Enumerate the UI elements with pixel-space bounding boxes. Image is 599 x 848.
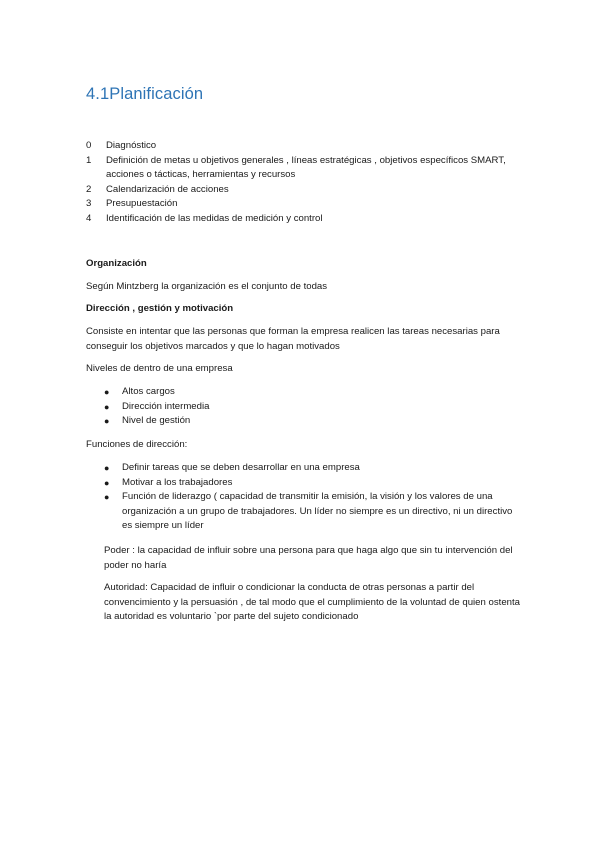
- poder-paragraph: Poder : la capacidad de influir sobre una persona para que haga algo que sin tu intervención del poder no haría: [104, 545, 513, 571]
- list-item: [104, 461, 524, 476]
- organizacion-title: Organización: [86, 258, 147, 269]
- direccion-title: Dirección , gestión y motivación: [86, 303, 234, 314]
- list-text: Altos cargos: [122, 386, 175, 397]
- list-item: [104, 490, 524, 534]
- list-text: Dirección intermedia: [122, 400, 210, 412]
- bullet-icon: ●: [104, 401, 110, 412]
- list-text: Identificación de las medidas de medición y control: [106, 212, 323, 224]
- list-item: [104, 414, 524, 429]
- list-item: [86, 139, 526, 154]
- list-item: [104, 385, 524, 400]
- list-text: Función de liderazgo ( capacidad de transmitir la emisión, la visión y los valores de una organización a un grupo de trabajadores. Un líder no siempre es un directivo, ni un directivo es siempre un líder: [122, 491, 513, 532]
- list-item: [86, 154, 526, 183]
- bullet-icon: ●: [104, 463, 110, 473]
- bullet-icon: ●: [104, 387, 110, 397]
- list-text: Definición de metas u objetivos generales , líneas estratégicas , objetivos específicos SMART, acciones o tácticas, herramientas y recursos: [106, 154, 506, 181]
- list-item: [86, 183, 526, 198]
- niveles-list: [104, 385, 524, 429]
- list-text: Nivel de gestión: [122, 415, 191, 427]
- list-item: [86, 197, 526, 212]
- list-number: 0: [86, 140, 92, 151]
- list-text: Motivar a los trabajadores: [122, 476, 233, 488]
- list-item: [104, 476, 524, 491]
- planning-list: [86, 139, 526, 227]
- autoridad-paragraph: Autoridad: Capacidad de influir o condicionar la conducta de otras personas a partir del convencimiento y la persuasión , de tal modo que el cumplimiento de la voluntad de quien ostenta la autoridad es voluntario `por parte del sujeto condicionado: [104, 582, 520, 623]
- section-heading: 4.1Planificación: [86, 85, 204, 103]
- direccion-text: Consiste en intentar que las personas que forman la empresa realicen las tareas necesarias para conseguir los objetivos marcados y que lo hagan motivados: [86, 326, 500, 352]
- funciones-intro: Funciones de dirección:: [86, 439, 188, 450]
- list-number: 3: [86, 198, 92, 210]
- list-text: Definir tareas que se deben desarrollar en una empresa: [122, 462, 360, 473]
- funciones-list: [104, 461, 524, 534]
- list-item: [86, 212, 526, 227]
- list-number: 2: [86, 183, 92, 195]
- bullet-icon: ●: [104, 416, 110, 427]
- list-number: 1: [86, 154, 92, 166]
- list-text: Calendarización de acciones: [106, 183, 229, 195]
- bullet-icon: ●: [104, 492, 110, 503]
- list-text: Diagnóstico: [106, 140, 157, 151]
- list-number: 4: [86, 212, 92, 224]
- list-text: Presupuestación: [106, 198, 178, 210]
- niveles-intro: Niveles de dentro de una empresa: [86, 363, 233, 374]
- list-item: [104, 400, 524, 415]
- bullet-icon: ●: [104, 477, 110, 488]
- organizacion-text: Según Mintzberg la organización es el conjunto de todas: [86, 281, 328, 292]
